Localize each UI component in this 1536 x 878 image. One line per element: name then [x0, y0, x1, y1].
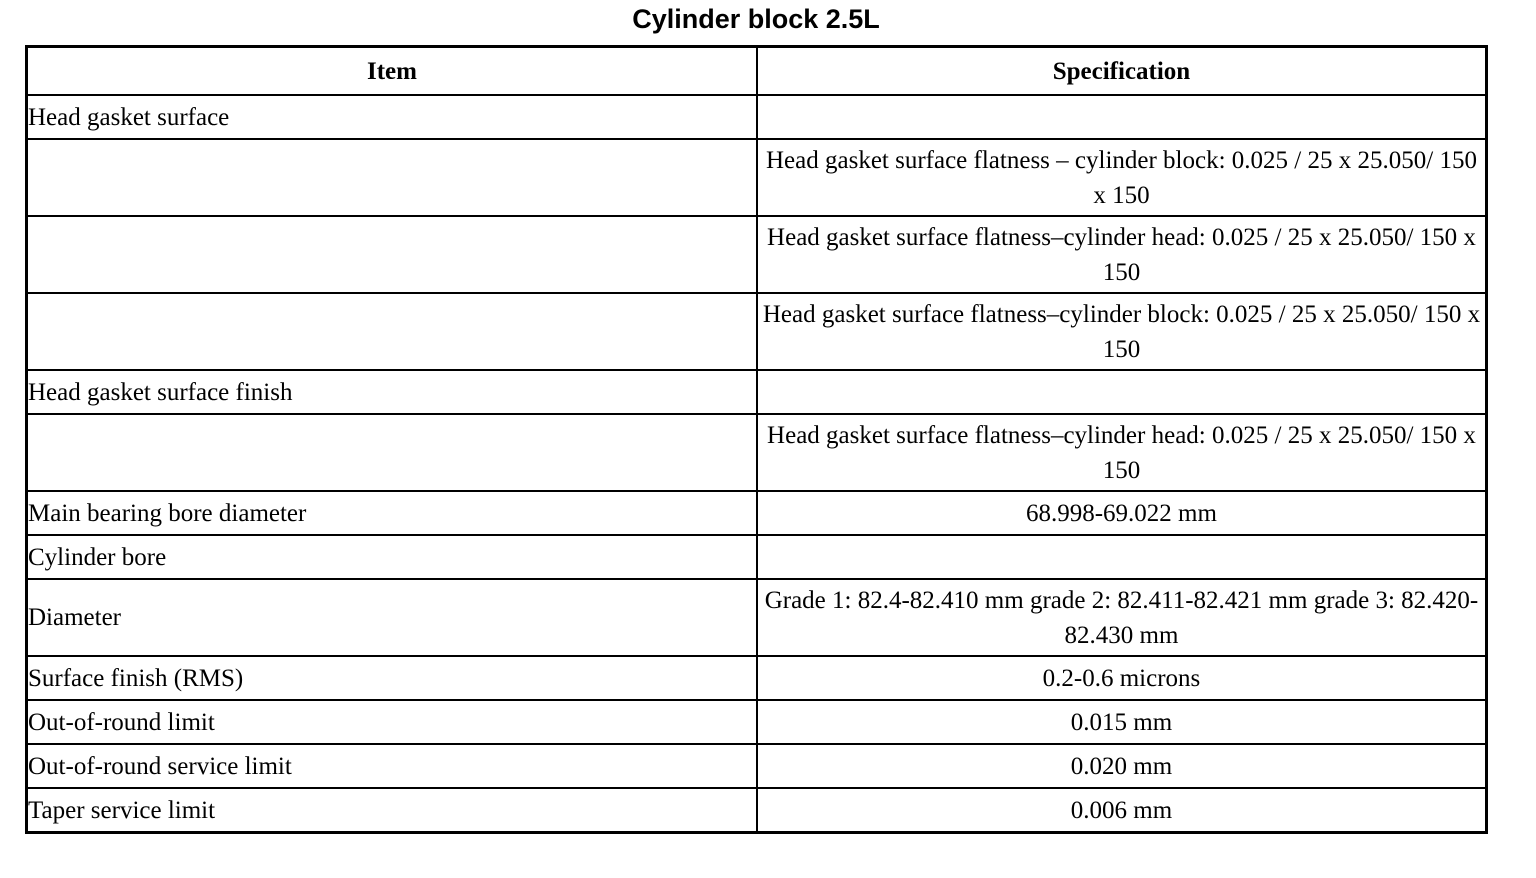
table-row: [27, 95, 1487, 139]
spec-cell: Head gasket surface flatness–cylinder head: 0.025 / 25 x 25.050/ 150 x 150: [757, 414, 1487, 491]
spec-cell: 0.2-0.6 microns: [757, 656, 1487, 700]
column-header-specification: Specification: [757, 47, 1487, 96]
spec-cell: 68.998-69.022 mm: [757, 491, 1487, 535]
item-cell: Main bearing bore diameter: [27, 491, 757, 535]
table-row: [27, 216, 1487, 293]
table-row: [27, 744, 1487, 788]
table-row: [27, 788, 1487, 833]
item-cell: Surface finish (RMS): [27, 656, 757, 700]
table-header-row: [27, 47, 1487, 96]
spec-cell: 0.015 mm: [757, 700, 1487, 744]
spec-cell: [757, 95, 1487, 139]
item-cell: Head gasket surface finish: [27, 370, 757, 414]
item-cell: Taper service limit: [27, 788, 757, 833]
item-cell: Out-of-round limit: [27, 700, 757, 744]
item-cell: [27, 414, 757, 491]
table-row: [27, 579, 1487, 656]
spec-cell: 0.006 mm: [757, 788, 1487, 833]
item-cell: Diameter: [27, 579, 757, 656]
table-row: [27, 370, 1487, 414]
spec-cell: Head gasket surface flatness–cylinder head: 0.025 / 25 x 25.050/ 150 x 150: [757, 216, 1487, 293]
spec-table: [25, 45, 1488, 834]
table-row: [27, 293, 1487, 370]
spec-cell: Grade 1: 82.4-82.410 mm grade 2: 82.411-82.421 mm grade 3: 82.420-82.430 mm: [757, 579, 1487, 656]
item-cell: [27, 139, 757, 216]
column-header-item: Item: [27, 47, 757, 96]
item-cell: Cylinder bore: [27, 535, 757, 579]
spec-cell: Head gasket surface flatness–cylinder block: 0.025 / 25 x 25.050/ 150 x 150: [757, 293, 1487, 370]
spec-cell: Head gasket surface flatness – cylinder block: 0.025 / 25 x 25.050/ 150 x 150: [757, 139, 1487, 216]
table-row: [27, 491, 1487, 535]
spec-cell: [757, 535, 1487, 579]
table-row: [27, 656, 1487, 700]
item-cell: Out-of-round service limit: [27, 744, 757, 788]
page-title: Cylinder block 2.5L: [632, 4, 880, 34]
table-row: [27, 700, 1487, 744]
item-cell: [27, 293, 757, 370]
item-cell: Head gasket surface: [27, 95, 757, 139]
spec-cell: [757, 370, 1487, 414]
spec-cell: 0.020 mm: [757, 744, 1487, 788]
table-row: [27, 139, 1487, 216]
table-row: [27, 535, 1487, 579]
item-cell: [27, 216, 757, 293]
table-row: [27, 414, 1487, 491]
